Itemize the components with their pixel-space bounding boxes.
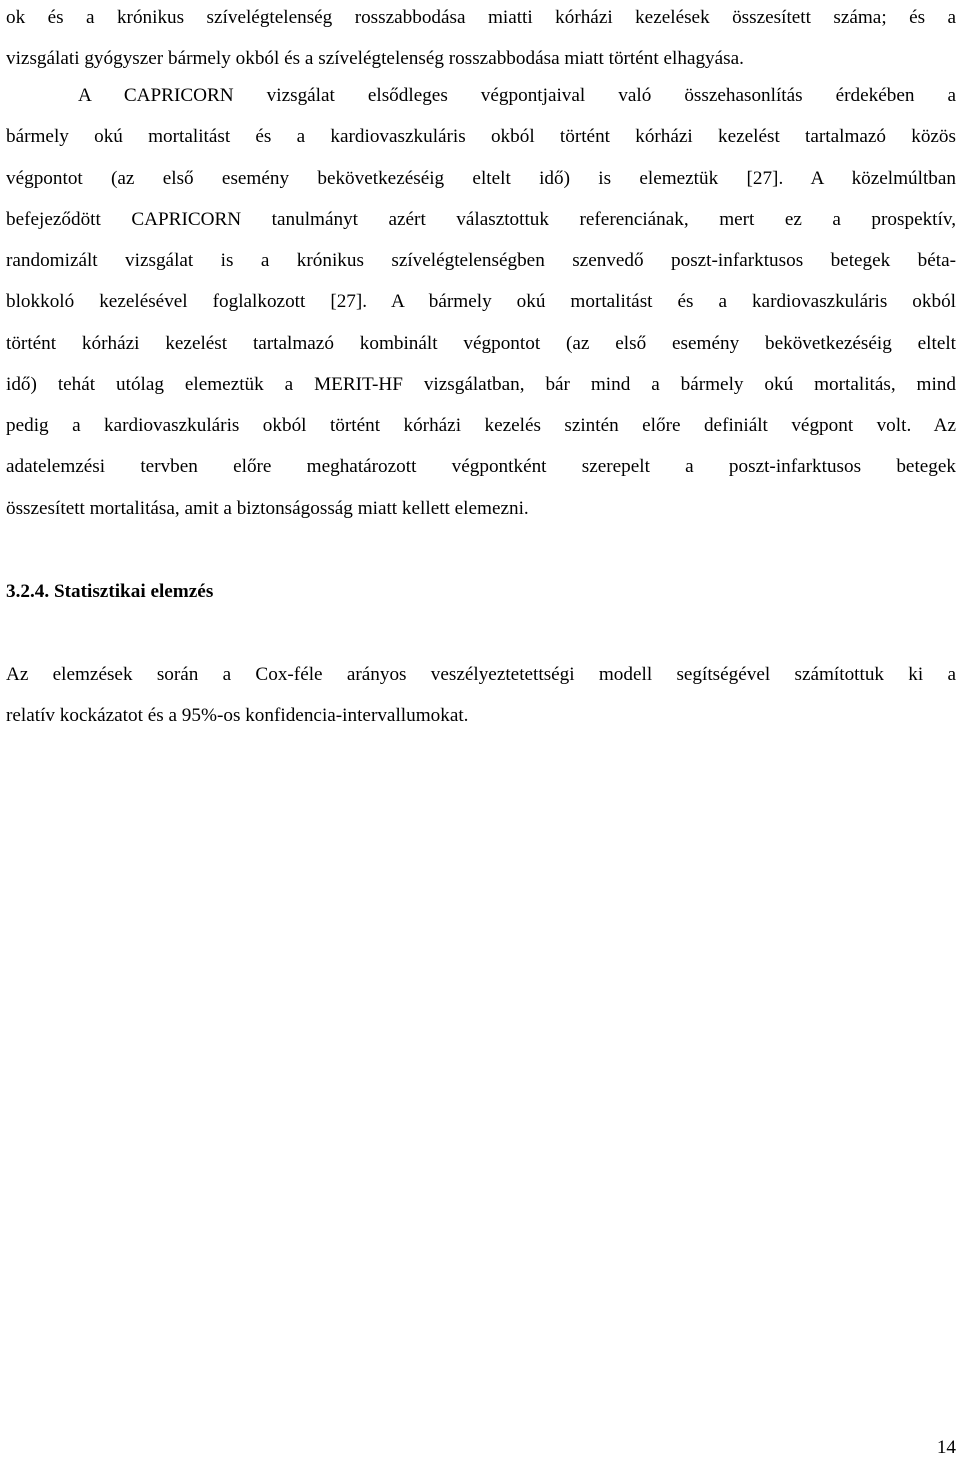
body-text-line: adatelemzési tervben előre meghatározott végpontként szerepelt a poszt-infarktusos betegek: [6, 456, 956, 477]
body-text-line: vizsgálati gyógyszer bármely okból és a szívelégtelenség rosszabbodása miatt történt elhagyása.: [6, 48, 744, 69]
section-heading: 3.2.4. Statisztikai elemzés: [6, 581, 214, 602]
body-text-line: randomizált vizsgálat is a krónikus szívelégtelenségben szenvedő poszt-infarktusos betegek béta-: [6, 250, 956, 271]
body-text-line: összesített mortalitása, amit a biztonságosság miatt kellett elemezni.: [6, 498, 529, 519]
body-text-line: blokkoló kezelésével foglalkozott [27]. A bármely okú mortalitást és a kardiovaszkuláris okból: [6, 291, 956, 312]
body-text-line: Az elemzések során a Cox-féle arányos veszélyeztetettségi modell segítségével számítottuk ki a: [6, 664, 956, 685]
body-text-line: A CAPRICORN vizsgálat elsődleges végpontjaival való összehasonlítás érdekében a: [78, 85, 956, 106]
body-text-line: relatív kockázatot és a 95%-os konfidencia-intervallumokat.: [6, 705, 469, 726]
body-text-line: pedig a kardiovaszkuláris okból történt kórházi kezelés szintén előre definiált végpont volt. Az: [6, 415, 956, 436]
body-text-line: idő) tehát utólag elemeztük a MERIT-HF vizsgálatban, bár mind a bármely okú mortalitás, mind: [6, 374, 956, 395]
body-text-line: ok és a krónikus szívelégtelenség rosszabbodása miatti kórházi kezelések összesített száma; és a: [6, 7, 956, 28]
body-text-line: történt kórházi kezelést tartalmazó kombinált végpontot (az első esemény bekövetkezéséig eltelt: [6, 333, 956, 354]
page-number: 14: [936, 1437, 956, 1458]
body-text-line: bármely okú mortalitást és a kardiovaszkuláris okból történt kórházi kezelést tartalmazó közös: [6, 126, 956, 147]
body-text-line: végpontot (az első esemény bekövetkezéséig eltelt idő) is elemeztük [27]. A közelmúltban: [6, 168, 956, 189]
body-text-line: befejeződött CAPRICORN tanulmányt azért választottuk referenciának, mert ez a prospektív,: [6, 209, 956, 230]
